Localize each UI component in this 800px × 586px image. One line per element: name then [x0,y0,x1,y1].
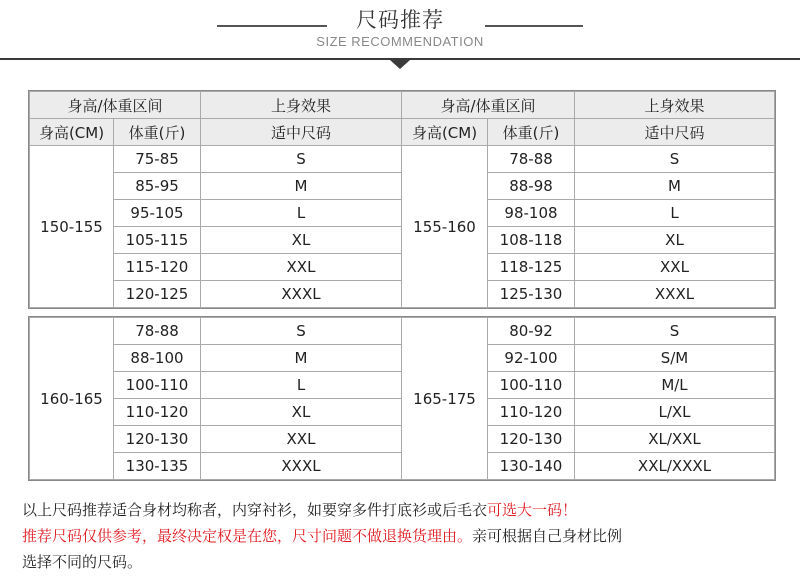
weight-cell: 108-118 [488,227,575,254]
weight-cell: 105-115 [114,227,201,254]
size-cell: XXL [201,426,402,453]
size-note [22,497,782,575]
note-text: 以上尺码推荐适合身材均称者，内穿衬衫，如要穿多件打底衫或后毛衣 [22,501,488,519]
size-cell: L [575,200,775,227]
weight-cell: 100-110 [488,372,575,399]
header-effect: 上身效果 [575,92,775,119]
size-cell: XL [201,227,402,254]
header-height: 身高(CM) [30,119,114,146]
size-cell: S [575,318,775,345]
header-size: 适中尺码 [201,119,402,146]
weight-cell: 130-135 [114,453,201,480]
size-cell: XL [201,399,402,426]
size-cell: XXL [201,254,402,281]
weight-cell: 130-140 [488,453,575,480]
height-range-cell: 160-165 [30,318,114,480]
weight-cell: 92-100 [488,345,575,372]
header-effect: 上身效果 [201,92,402,119]
weight-cell: 118-125 [488,254,575,281]
size-cell: XXXL [201,281,402,308]
weight-cell: 88-98 [488,173,575,200]
size-cell: M [201,173,402,200]
header-weight: 体重(斤) [488,119,575,146]
note-line-1 [22,497,782,523]
table-row [30,318,775,345]
note-highlight: 推荐尺码仅供参考，最终决定权是在您，尺寸问题不做退换货理由。 [22,527,473,545]
size-table-1 [28,90,776,309]
note-line-2 [22,523,782,549]
header-height: 身高(CM) [402,119,488,146]
weight-cell: 88-100 [114,345,201,372]
size-cell: L/XL [575,399,775,426]
page-subtitle: SIZE RECOMMENDATION [316,34,484,49]
weight-cell: 78-88 [114,318,201,345]
size-cell: L [201,200,402,227]
size-cell: M/L [575,372,775,399]
weight-cell: 75-85 [114,146,201,173]
size-table-2 [28,316,776,481]
down-triangle-icon [390,60,410,69]
weight-cell: 115-120 [114,254,201,281]
weight-cell: 110-120 [488,399,575,426]
weight-cell: 120-125 [114,281,201,308]
size-cell: XXL [575,254,775,281]
weight-cell: 98-108 [488,200,575,227]
weight-cell: 95-105 [114,200,201,227]
size-cell: M [201,345,402,372]
title-line-right [485,25,583,27]
weight-cell: 120-130 [114,426,201,453]
page-header [0,0,800,80]
height-range-cell: 165-175 [402,318,488,480]
table-row [30,146,775,173]
note-line-3 [22,549,782,575]
size-cell: XXXL [575,281,775,308]
weight-cell: 78-88 [488,146,575,173]
header-range: 身高/体重区间 [30,92,201,119]
note-text: 选择不同的尺码。 [22,553,143,571]
weight-cell: 120-130 [488,426,575,453]
size-cell: XL/XXL [575,426,775,453]
size-cell: XL [575,227,775,254]
weight-cell: 100-110 [114,372,201,399]
weight-cell: 85-95 [114,173,201,200]
note-text: 亲可根据自己身材比例 [472,527,623,545]
header-weight: 体重(斤) [114,119,201,146]
size-cell: XXL/XXXL [575,453,775,480]
size-cell: XXXL [201,453,402,480]
note-highlight: 可选大一码！ [487,501,578,519]
weight-cell: 125-130 [488,281,575,308]
size-cell: L [201,372,402,399]
weight-cell: 110-120 [114,399,201,426]
weight-cell: 80-92 [488,318,575,345]
height-range-cell: 155-160 [402,146,488,308]
header-size: 适中尺码 [575,119,775,146]
size-cell: S [201,318,402,345]
height-range-cell: 150-155 [30,146,114,308]
size-cell: S/M [575,345,775,372]
size-cell: S [201,146,402,173]
size-cell: S [575,146,775,173]
size-cell: M [575,173,775,200]
header-range: 身高/体重区间 [402,92,575,119]
page-title: 尺码推荐 [356,8,444,32]
